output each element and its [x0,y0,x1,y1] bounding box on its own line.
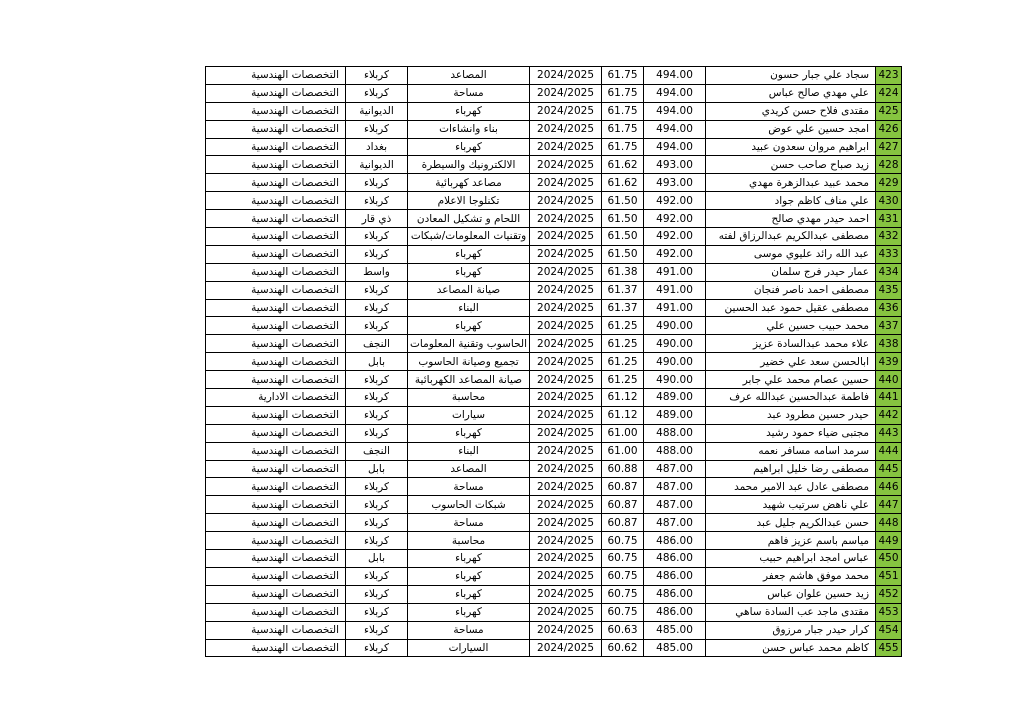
department-cell: كهرباء [408,424,530,442]
average-cell: 60.87 [602,514,644,532]
department-cell: مساحة [408,84,530,102]
department-cell: تجميع وصيانة الحاسوب [408,353,530,371]
seq-cell: 434 [876,263,902,281]
seq-cell: 445 [876,460,902,478]
table-row [206,496,902,514]
province-cell: كربلاء [346,174,408,192]
specialization-cell: التخصصات الهندسية [206,156,346,174]
table-row [206,532,902,550]
score-cell: 486.00 [644,585,706,603]
province-cell: كربلاء [346,371,408,389]
average-cell: 61.00 [602,424,644,442]
score-cell: 494.00 [644,138,706,156]
score-cell: 491.00 [644,263,706,281]
year-cell: 2024/2025 [530,210,602,228]
score-cell: 486.00 [644,567,706,585]
average-cell: 61.75 [602,84,644,102]
average-cell: 61.00 [602,442,644,460]
table-row [206,245,902,263]
table-row [206,389,902,407]
department-cell: مساحة [408,514,530,532]
year-cell: 2024/2025 [530,567,602,585]
average-cell: 60.75 [602,603,644,621]
year-cell: 2024/2025 [530,228,602,246]
province-cell: كربلاء [346,281,408,299]
year-cell: 2024/2025 [530,585,602,603]
average-cell: 60.75 [602,585,644,603]
seq-cell: 430 [876,192,902,210]
score-cell: 494.00 [644,84,706,102]
table-row [206,174,902,192]
year-cell: 2024/2025 [530,353,602,371]
year-cell: 2024/2025 [530,281,602,299]
average-cell: 60.88 [602,460,644,478]
score-cell: 491.00 [644,281,706,299]
seq-cell: 437 [876,317,902,335]
name-cell: عبد الله رائد عليوي موسى [706,245,876,263]
year-cell: 2024/2025 [530,639,602,657]
table-row [206,299,902,317]
table-row [206,281,902,299]
name-cell: زيد صباح صاحب حسن [706,156,876,174]
province-cell: كربلاء [346,639,408,657]
specialization-cell: التخصصات الهندسية [206,67,346,85]
table-row [206,138,902,156]
year-cell: 2024/2025 [530,371,602,389]
average-cell: 61.25 [602,317,644,335]
year-cell: 2024/2025 [530,263,602,281]
province-cell: كربلاء [346,478,408,496]
table-row [206,335,902,353]
score-cell: 492.00 [644,245,706,263]
average-cell: 61.62 [602,156,644,174]
specialization-cell: التخصصات الهندسية [206,281,346,299]
average-cell: 61.75 [602,120,644,138]
name-cell: عمار حيدر فرج سلمان [706,263,876,281]
seq-cell: 432 [876,228,902,246]
seq-cell: 435 [876,281,902,299]
department-cell: كهرباء [408,102,530,120]
specialization-cell: التخصصات الهندسية [206,335,346,353]
score-cell: 487.00 [644,514,706,532]
seq-cell: 438 [876,335,902,353]
department-cell: البناء [408,442,530,460]
specialization-cell: التخصصات الهندسية [206,299,346,317]
score-cell: 489.00 [644,389,706,407]
name-cell: حسن عبدالكريم جليل عبد [706,514,876,532]
department-cell: اللحام و تشكيل المعادن [408,210,530,228]
average-cell: 60.63 [602,621,644,639]
seq-cell: 443 [876,424,902,442]
year-cell: 2024/2025 [530,550,602,568]
average-cell: 61.50 [602,245,644,263]
specialization-cell: التخصصات الهندسية [206,371,346,389]
seq-cell: 444 [876,442,902,460]
average-cell: 61.25 [602,353,644,371]
table-row [206,478,902,496]
average-cell: 61.50 [602,192,644,210]
specialization-cell: التخصصات الهندسية [206,210,346,228]
score-cell: 487.00 [644,478,706,496]
name-cell: مقتدى ماجد عب السادة ساهي [706,603,876,621]
department-cell: صيانة المصاعد الكهربائية [408,371,530,389]
score-cell: 490.00 [644,371,706,389]
province-cell: كربلاء [346,228,408,246]
seq-cell: 453 [876,603,902,621]
table-row [206,192,902,210]
year-cell: 2024/2025 [530,192,602,210]
name-cell: مصطفى عقيل حمود عبد الحسين [706,299,876,317]
average-cell: 60.87 [602,496,644,514]
name-cell: سرمد اسامه مسافر نعمه [706,442,876,460]
year-cell: 2024/2025 [530,406,602,424]
seq-cell: 447 [876,496,902,514]
name-cell: مياسم باسم عزيز فاهم [706,532,876,550]
score-cell: 493.00 [644,156,706,174]
year-cell: 2024/2025 [530,442,602,460]
score-cell: 494.00 [644,67,706,85]
average-cell: 61.37 [602,299,644,317]
specialization-cell: التخصصات الهندسية [206,478,346,496]
specialization-cell: التخصصات الهندسية [206,496,346,514]
province-cell: بابل [346,353,408,371]
specialization-cell: التخصصات الادارية [206,389,346,407]
table-row [206,442,902,460]
average-cell: 60.75 [602,532,644,550]
table-row [206,585,902,603]
table-row [206,84,902,102]
seq-cell: 448 [876,514,902,532]
score-cell: 489.00 [644,406,706,424]
score-cell: 494.00 [644,102,706,120]
seq-cell: 426 [876,120,902,138]
department-cell: كهرباء [408,567,530,585]
province-cell: الديوانية [346,156,408,174]
results-table-body [206,67,902,657]
score-cell: 490.00 [644,335,706,353]
seq-cell: 452 [876,585,902,603]
province-cell: الديوانية [346,102,408,120]
year-cell: 2024/2025 [530,120,602,138]
year-cell: 2024/2025 [530,299,602,317]
department-cell: المصاعد [408,67,530,85]
province-cell: بابل [346,460,408,478]
province-cell: كربلاء [346,406,408,424]
specialization-cell: التخصصات الهندسية [206,84,346,102]
score-cell: 487.00 [644,496,706,514]
table-row [206,263,902,281]
year-cell: 2024/2025 [530,424,602,442]
results-table [205,66,902,657]
province-cell: كربلاء [346,585,408,603]
department-cell: صيانة المصاعد [408,281,530,299]
seq-cell: 440 [876,371,902,389]
table-row [206,228,902,246]
table-row [206,406,902,424]
score-cell: 485.00 [644,639,706,657]
average-cell: 61.37 [602,281,644,299]
specialization-cell: التخصصات الهندسية [206,532,346,550]
department-cell: مصاعد كهربائية [408,174,530,192]
department-cell: كهرباء [408,585,530,603]
name-cell: حيدر حسين مطرود عبد [706,406,876,424]
province-cell: بابل [346,550,408,568]
name-cell: مقتدى فلاح حسن كريدي [706,102,876,120]
seq-cell: 425 [876,102,902,120]
year-cell: 2024/2025 [530,317,602,335]
average-cell: 61.50 [602,228,644,246]
score-cell: 493.00 [644,174,706,192]
department-cell: المصاعد [408,460,530,478]
table-row [206,567,902,585]
name-cell: مصطفى احمد ناصر فنجان [706,281,876,299]
province-cell: كربلاء [346,84,408,102]
name-cell: مجتبى ضياء حمود رشيد [706,424,876,442]
average-cell: 60.87 [602,478,644,496]
name-cell: امجد حسين علي عوض [706,120,876,138]
name-cell: علي ناهض سرتيب شهيد [706,496,876,514]
seq-cell: 451 [876,567,902,585]
specialization-cell: التخصصات الهندسية [206,317,346,335]
province-cell: كربلاء [346,299,408,317]
name-cell: مصطفى رضا خليل ابراهيم [706,460,876,478]
score-cell: 491.00 [644,299,706,317]
year-cell: 2024/2025 [530,496,602,514]
department-cell: كهرباء [408,245,530,263]
average-cell: 61.50 [602,210,644,228]
score-cell: 492.00 [644,210,706,228]
table-row [206,603,902,621]
average-cell: 61.12 [602,389,644,407]
score-cell: 492.00 [644,192,706,210]
year-cell: 2024/2025 [530,138,602,156]
name-cell: محمد موفق هاشم جعفر [706,567,876,585]
score-cell: 486.00 [644,603,706,621]
department-cell: مساحة [408,478,530,496]
name-cell: ابراهيم مروان سعدون عبيد [706,138,876,156]
specialization-cell: التخصصات الهندسية [206,460,346,478]
province-cell: كربلاء [346,496,408,514]
province-cell: كربلاء [346,514,408,532]
seq-cell: 446 [876,478,902,496]
department-cell: سيارات [408,406,530,424]
year-cell: 2024/2025 [530,102,602,120]
department-cell: تكنلوجا الاعلام [408,192,530,210]
average-cell: 60.75 [602,567,644,585]
specialization-cell: التخصصات الهندسية [206,174,346,192]
province-cell: كربلاء [346,67,408,85]
specialization-cell: التخصصات الهندسية [206,585,346,603]
name-cell: كاظم محمد عباس حسن [706,639,876,657]
table-row [206,353,902,371]
year-cell: 2024/2025 [530,532,602,550]
seq-cell: 428 [876,156,902,174]
specialization-cell: التخصصات الهندسية [206,228,346,246]
table-row [206,550,902,568]
name-cell: سجاد علي جبار حسون [706,67,876,85]
name-cell: علي مهدي صالح عباس [706,84,876,102]
name-cell: محمد حبيب حسين علي [706,317,876,335]
table-row [206,621,902,639]
specialization-cell: التخصصات الهندسية [206,442,346,460]
year-cell: 2024/2025 [530,478,602,496]
specialization-cell: التخصصات الهندسية [206,192,346,210]
year-cell: 2024/2025 [530,67,602,85]
average-cell: 61.38 [602,263,644,281]
province-cell: النجف [346,442,408,460]
province-cell: كربلاء [346,424,408,442]
specialization-cell: التخصصات الهندسية [206,550,346,568]
department-cell: البناء [408,299,530,317]
name-cell: احمد حيدر مهدي صالح [706,210,876,228]
department-cell: مساحة [408,621,530,639]
name-cell: علي مناف كاظم جواد [706,192,876,210]
seq-cell: 449 [876,532,902,550]
specialization-cell: التخصصات الهندسية [206,120,346,138]
name-cell: حسين عصام محمد علي جابر [706,371,876,389]
seq-cell: 450 [876,550,902,568]
score-cell: 494.00 [644,120,706,138]
average-cell: 61.75 [602,102,644,120]
year-cell: 2024/2025 [530,514,602,532]
table-row [206,639,902,657]
province-cell: كربلاء [346,603,408,621]
department-cell: الحاسوب وتقنية المعلومات [408,335,530,353]
name-cell: مصطفى عادل عبد الامير محمد [706,478,876,496]
seq-cell: 441 [876,389,902,407]
name-cell: فاطمة عبدالحسين عبدالله عرف [706,389,876,407]
specialization-cell: التخصصات الهندسية [206,514,346,532]
seq-cell: 454 [876,621,902,639]
province-cell: كربلاء [346,192,408,210]
province-cell: كربلاء [346,621,408,639]
table-row [206,120,902,138]
table-row [206,424,902,442]
year-cell: 2024/2025 [530,245,602,263]
seq-cell: 424 [876,84,902,102]
department-cell: كهرباء [408,603,530,621]
score-cell: 490.00 [644,353,706,371]
seq-cell: 427 [876,138,902,156]
table-row [206,514,902,532]
seq-cell: 431 [876,210,902,228]
specialization-cell: التخصصات الهندسية [206,138,346,156]
score-cell: 485.00 [644,621,706,639]
average-cell: 61.75 [602,138,644,156]
table-row [206,210,902,228]
specialization-cell: التخصصات الهندسية [206,424,346,442]
score-cell: 486.00 [644,550,706,568]
specialization-cell: التخصصات الهندسية [206,245,346,263]
province-cell: كربلاء [346,532,408,550]
province-cell: كربلاء [346,317,408,335]
province-cell: بغداد [346,138,408,156]
year-cell: 2024/2025 [530,389,602,407]
department-cell: كهرباء [408,138,530,156]
department-cell: كهرباء [408,263,530,281]
name-cell: كرار حيدر جبار مرزوق [706,621,876,639]
seq-cell: 455 [876,639,902,657]
seq-cell: 436 [876,299,902,317]
year-cell: 2024/2025 [530,84,602,102]
province-cell: كربلاء [346,120,408,138]
specialization-cell: التخصصات الهندسية [206,621,346,639]
year-cell: 2024/2025 [530,156,602,174]
department-cell: بناء وانشاءات [408,120,530,138]
department-cell: الالكترونيك والسيطرة [408,156,530,174]
department-cell: السيارات [408,639,530,657]
name-cell: ابالحسن سعد علي خضير [706,353,876,371]
province-cell: واسط [346,263,408,281]
province-cell: النجف [346,335,408,353]
specialization-cell: التخصصات الهندسية [206,603,346,621]
average-cell: 61.12 [602,406,644,424]
province-cell: كربلاء [346,245,408,263]
average-cell: 61.62 [602,174,644,192]
seq-cell: 439 [876,353,902,371]
province-cell: كربلاء [346,389,408,407]
score-cell: 488.00 [644,424,706,442]
table-row [206,67,902,85]
specialization-cell: التخصصات الهندسية [206,567,346,585]
year-cell: 2024/2025 [530,460,602,478]
score-cell: 490.00 [644,317,706,335]
department-cell: وتقنيات المعلومات/شبكات [408,228,530,246]
score-cell: 488.00 [644,442,706,460]
average-cell: 61.75 [602,67,644,85]
table-row [206,317,902,335]
average-cell: 60.62 [602,639,644,657]
year-cell: 2024/2025 [530,621,602,639]
specialization-cell: التخصصات الهندسية [206,639,346,657]
score-cell: 487.00 [644,460,706,478]
specialization-cell: التخصصات الهندسية [206,102,346,120]
province-cell: ذي قار [346,210,408,228]
year-cell: 2024/2025 [530,603,602,621]
specialization-cell: التخصصات الهندسية [206,263,346,281]
table-row [206,460,902,478]
name-cell: محمد عبيد عبدالزهرة مهدي [706,174,876,192]
name-cell: زيد حسين علوان عباس [706,585,876,603]
department-cell: شبكات الحاسوب [408,496,530,514]
specialization-cell: التخصصات الهندسية [206,406,346,424]
year-cell: 2024/2025 [530,174,602,192]
name-cell: عباس امجد ابراهيم حبيب [706,550,876,568]
seq-cell: 433 [876,245,902,263]
name-cell: مصطفى عبدالكريم عبدالرزاق لفته [706,228,876,246]
table-row [206,156,902,174]
score-cell: 486.00 [644,532,706,550]
specialization-cell: التخصصات الهندسية [206,353,346,371]
year-cell: 2024/2025 [530,335,602,353]
name-cell: علاء محمد عبدالسادة عزيز [706,335,876,353]
department-cell: كهرباء [408,317,530,335]
department-cell: محاسبة [408,532,530,550]
seq-cell: 429 [876,174,902,192]
seq-cell: 423 [876,67,902,85]
table-row [206,371,902,389]
department-cell: كهرباء [408,550,530,568]
province-cell: كربلاء [346,567,408,585]
department-cell: محاسبة [408,389,530,407]
seq-cell: 442 [876,406,902,424]
table-row [206,102,902,120]
average-cell: 61.25 [602,335,644,353]
average-cell: 60.75 [602,550,644,568]
average-cell: 61.25 [602,371,644,389]
score-cell: 492.00 [644,228,706,246]
